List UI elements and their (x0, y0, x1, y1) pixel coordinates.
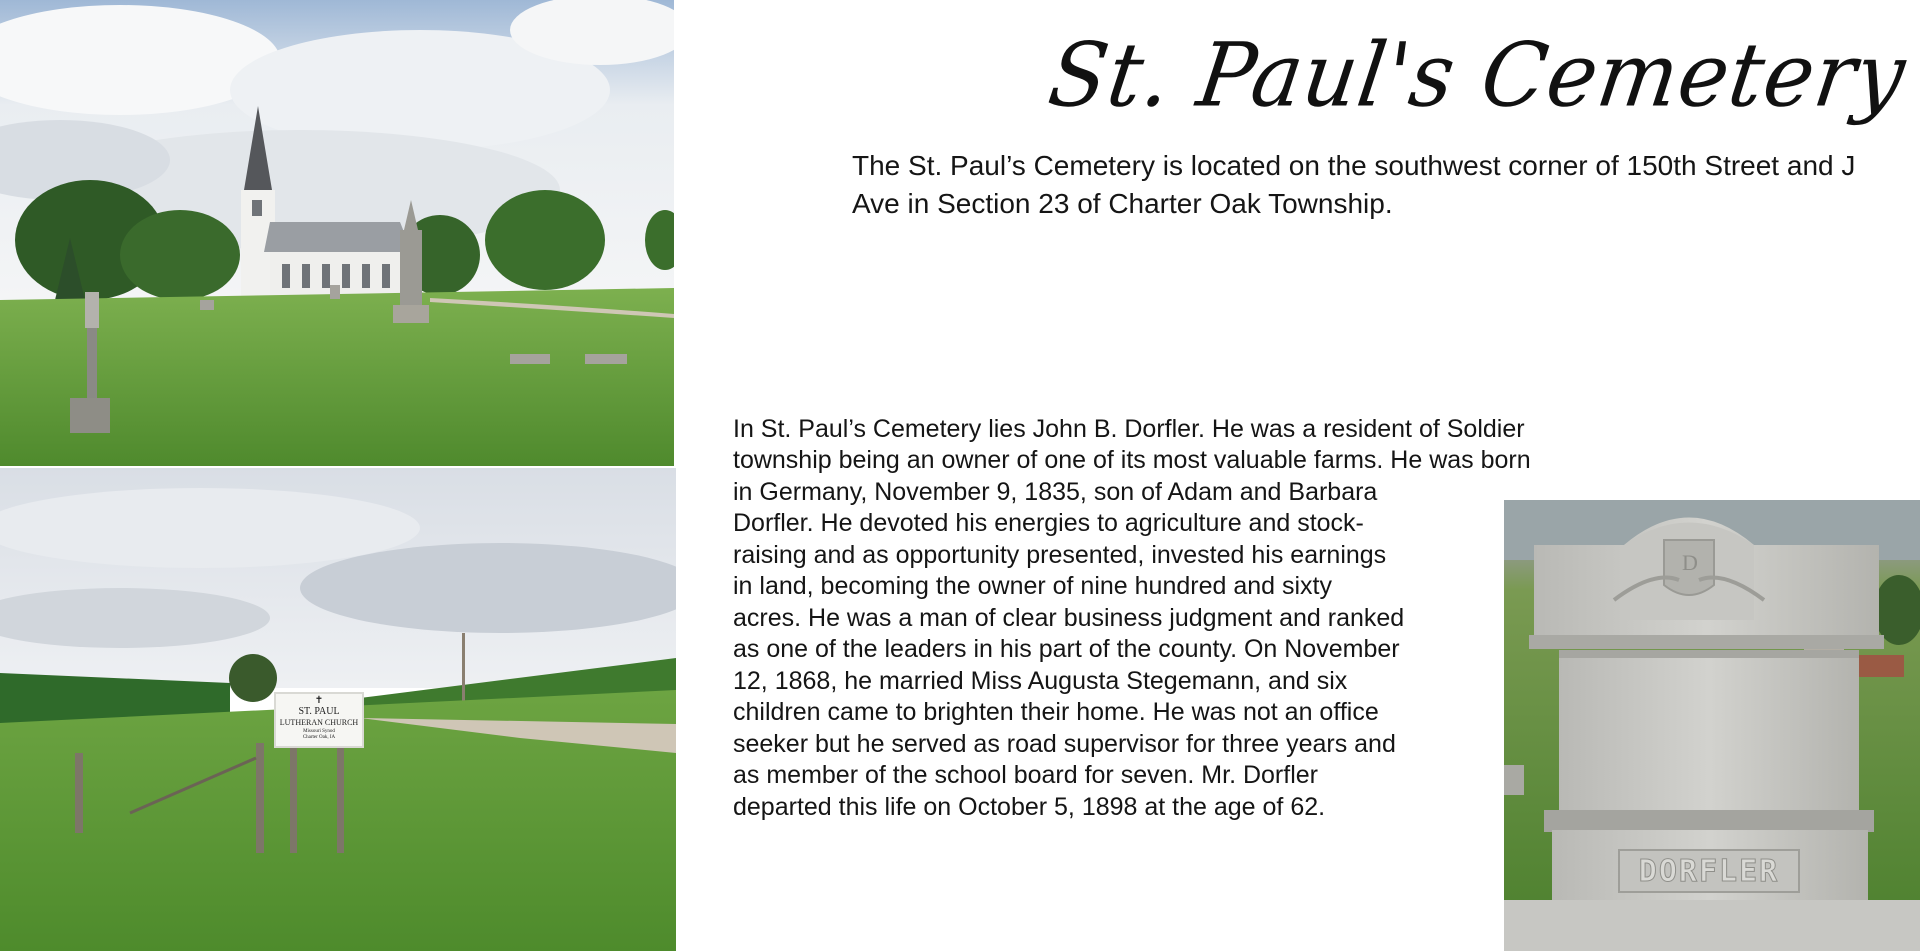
bio-line: in Germany, November 9, 1835, son of Adam and Barbara (733, 478, 1378, 506)
bio-line: seeker but he served as road supervisor for three years and (733, 730, 1396, 758)
cross-icon: ✝ (314, 695, 324, 706)
headstone-name: DORFLER (1638, 854, 1780, 889)
bio-line: in land, becoming the owner of nine hundred and sixty (733, 572, 1332, 600)
church-sign (274, 692, 364, 748)
sign-line-4: Charter Oak, IA (302, 735, 336, 740)
headstone-monogram: D (1682, 550, 1698, 575)
bio-line: In St. Paul’s Cemetery lies John B. Dorfler. He was a resident of Soldier (733, 415, 1525, 443)
bio-line: township being an owner of one of its most valuable farms. He was born (733, 446, 1531, 474)
bio-line: as member of the school board for seven. Mr. Dorfler (733, 761, 1318, 789)
bio-line: departed this life on October 5, 1898 at the age of 62. (733, 793, 1326, 821)
church-sign-photo (0, 468, 676, 951)
bio-line: as one of the leaders in his part of the county. On November (733, 635, 1400, 663)
bio-line: 12, 1868, he married Miss Augusta Stegemann, and six (733, 667, 1348, 695)
bio-line: acres. He was a man of clear business judgment and ranked (733, 604, 1405, 632)
bio-line: raising and as opportunity presented, invested his earnings (733, 541, 1387, 569)
sign-line-1: ST. PAUL (298, 706, 340, 717)
bio-line: children came to brighten their home. He was not an office (733, 698, 1379, 726)
sign-line-2: LUTHERAN CHURCH (279, 718, 359, 727)
bio-line: Dorfler. He devoted his energies to agriculture and stock- (733, 509, 1364, 537)
sign-line-3: Missouri Synod (303, 729, 335, 734)
page-title: St. Paul's Cemetery (1042, 23, 1913, 127)
intro-text: The St. Paul’s Cemetery is located on the southwest corner of 150th Street and J Ave in Section 23 of Charter Oak Township. (852, 150, 1856, 219)
headstone-photo (1504, 500, 1920, 951)
church-photo (0, 0, 674, 466)
